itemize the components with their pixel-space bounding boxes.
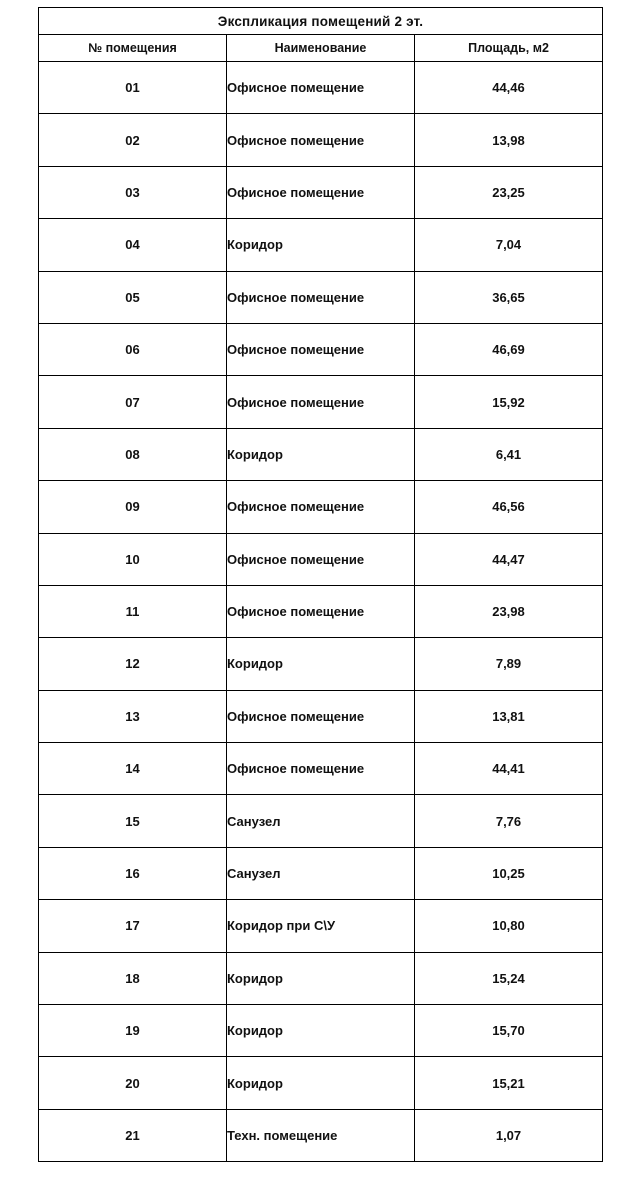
column-header-name: Наименование — [227, 35, 415, 62]
cell-room-name: Коридор — [227, 428, 415, 480]
cell-room-area: 46,69 — [415, 323, 603, 375]
cell-room-area: 44,41 — [415, 743, 603, 795]
cell-room-name: Офисное помещение — [227, 481, 415, 533]
cell-room-name: Коридор — [227, 638, 415, 690]
cell-room-area: 10,80 — [415, 900, 603, 952]
cell-room-name: Коридор при С\У — [227, 900, 415, 952]
table-row — [39, 114, 603, 166]
table-row — [39, 219, 603, 271]
cell-room-area: 1,07 — [415, 1109, 603, 1161]
cell-room-name: Офисное помещение — [227, 376, 415, 428]
cell-room-number: 07 — [39, 376, 227, 428]
table-row — [39, 481, 603, 533]
explication-table-container — [38, 7, 603, 1162]
table-row — [39, 533, 603, 585]
table-row — [39, 428, 603, 480]
cell-room-number: 17 — [39, 900, 227, 952]
cell-room-number: 09 — [39, 481, 227, 533]
cell-room-number: 16 — [39, 847, 227, 899]
cell-room-name: Техн. помещение — [227, 1109, 415, 1161]
table-row — [39, 638, 603, 690]
cell-room-area: 6,41 — [415, 428, 603, 480]
cell-room-number: 18 — [39, 952, 227, 1004]
table-row — [39, 952, 603, 1004]
table-row — [39, 1109, 603, 1161]
cell-room-area: 36,65 — [415, 271, 603, 323]
cell-room-area: 15,21 — [415, 1057, 603, 1109]
cell-room-name: Офисное помещение — [227, 533, 415, 585]
cell-room-name: Офисное помещение — [227, 271, 415, 323]
cell-room-number: 06 — [39, 323, 227, 375]
table-row — [39, 1057, 603, 1109]
cell-room-area: 15,92 — [415, 376, 603, 428]
cell-room-number: 15 — [39, 795, 227, 847]
table-row — [39, 323, 603, 375]
cell-room-name: Офисное помещение — [227, 743, 415, 795]
cell-room-number: 08 — [39, 428, 227, 480]
cell-room-area: 13,81 — [415, 690, 603, 742]
table-title-row — [39, 8, 603, 35]
cell-room-number: 19 — [39, 1005, 227, 1057]
cell-room-number: 12 — [39, 638, 227, 690]
cell-room-number: 13 — [39, 690, 227, 742]
cell-room-name: Офисное помещение — [227, 114, 415, 166]
cell-room-name: Коридор — [227, 1005, 415, 1057]
cell-room-number: 01 — [39, 62, 227, 114]
cell-room-name: Офисное помещение — [227, 62, 415, 114]
table-row — [39, 847, 603, 899]
cell-room-number: 03 — [39, 166, 227, 218]
table-row — [39, 900, 603, 952]
table-row — [39, 166, 603, 218]
cell-room-name: Офисное помещение — [227, 585, 415, 637]
cell-room-name: Офисное помещение — [227, 166, 415, 218]
cell-room-area: 44,47 — [415, 533, 603, 585]
cell-room-number: 21 — [39, 1109, 227, 1161]
table-row — [39, 690, 603, 742]
cell-room-name: Коридор — [227, 1057, 415, 1109]
table-row — [39, 62, 603, 114]
cell-room-area: 44,46 — [415, 62, 603, 114]
cell-room-name: Офисное помещение — [227, 323, 415, 375]
cell-room-number: 14 — [39, 743, 227, 795]
table-header — [39, 8, 603, 62]
cell-room-name: Санузел — [227, 847, 415, 899]
cell-room-area: 23,98 — [415, 585, 603, 637]
table-row — [39, 376, 603, 428]
column-header-area: Площадь, м2 — [415, 35, 603, 62]
cell-room-area: 10,25 — [415, 847, 603, 899]
table-row — [39, 795, 603, 847]
cell-room-area: 7,04 — [415, 219, 603, 271]
table-row — [39, 743, 603, 795]
cell-room-name: Коридор — [227, 219, 415, 271]
cell-room-name: Санузел — [227, 795, 415, 847]
column-header-room-number: № помещения — [39, 35, 227, 62]
cell-room-number: 02 — [39, 114, 227, 166]
cell-room-number: 11 — [39, 585, 227, 637]
cell-room-number: 05 — [39, 271, 227, 323]
cell-room-area: 15,24 — [415, 952, 603, 1004]
explication-table — [38, 7, 603, 1162]
table-body — [39, 62, 603, 1162]
cell-room-area: 7,89 — [415, 638, 603, 690]
cell-room-number: 04 — [39, 219, 227, 271]
cell-room-area: 23,25 — [415, 166, 603, 218]
table-column-header-row — [39, 35, 603, 62]
cell-room-area: 15,70 — [415, 1005, 603, 1057]
cell-room-area: 7,76 — [415, 795, 603, 847]
cell-room-name: Офисное помещение — [227, 690, 415, 742]
cell-room-number: 10 — [39, 533, 227, 585]
table-title: Экспликация помещений 2 эт. — [39, 8, 603, 35]
cell-room-area: 46,56 — [415, 481, 603, 533]
cell-room-area: 13,98 — [415, 114, 603, 166]
table-row — [39, 271, 603, 323]
cell-room-number: 20 — [39, 1057, 227, 1109]
table-row — [39, 1005, 603, 1057]
table-row — [39, 585, 603, 637]
cell-room-name: Коридор — [227, 952, 415, 1004]
